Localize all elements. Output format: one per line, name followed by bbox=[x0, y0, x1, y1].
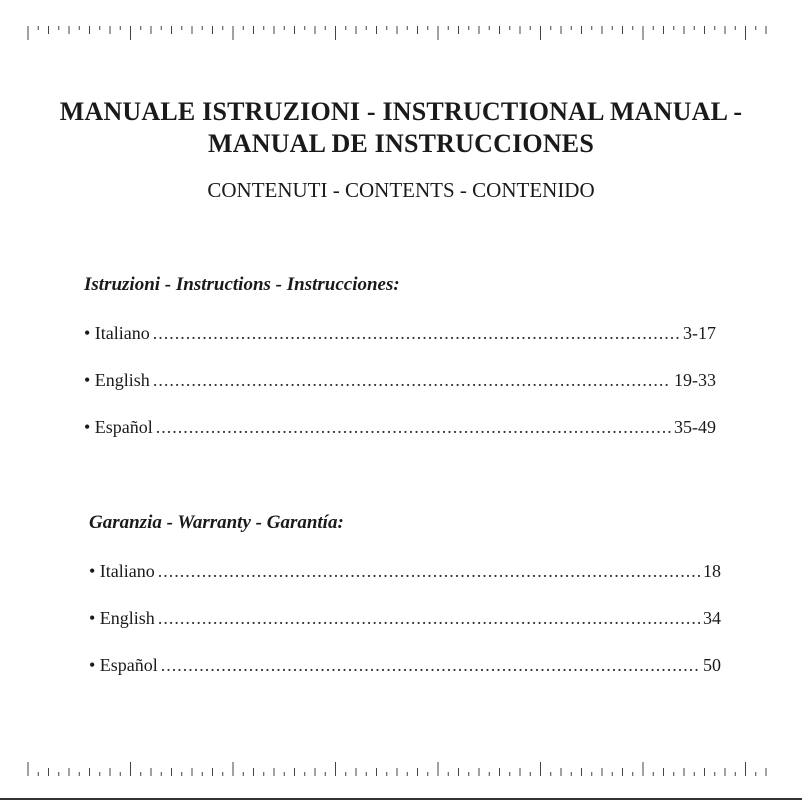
dot-leader bbox=[158, 603, 700, 633]
top-ruler-ticks bbox=[0, 22, 802, 46]
toc-entry-instructions-italiano bbox=[84, 318, 716, 365]
toc-page-number: 35-49 bbox=[674, 417, 716, 437]
toc-label: • English bbox=[89, 608, 155, 628]
bottom-border-line bbox=[0, 798, 802, 800]
bottom-ruler-decoration bbox=[0, 756, 802, 780]
toc-entry-warranty-english bbox=[89, 603, 721, 650]
dot-leader bbox=[156, 412, 671, 442]
instructions-toc bbox=[84, 318, 716, 459]
toc-label: • Español bbox=[84, 417, 153, 437]
toc-page-number: 19-33 bbox=[674, 370, 716, 390]
dot-leader bbox=[153, 318, 680, 348]
toc-page-number: 3-17 bbox=[683, 323, 716, 343]
toc-page-number: 50 bbox=[703, 655, 721, 675]
toc-label: • Italiano bbox=[84, 323, 150, 343]
toc-entry-instructions-espanol bbox=[84, 412, 716, 459]
toc-label: • Español bbox=[89, 655, 158, 675]
toc-label: • Italiano bbox=[89, 561, 155, 581]
dot-leader bbox=[161, 650, 700, 680]
top-ruler-decoration bbox=[0, 22, 802, 46]
page-title: MANUALE ISTRUZIONI - INSTRUCTIONAL MANUAL - MANUAL DE INSTRUCCIONES bbox=[59, 97, 743, 158]
warranty-section bbox=[89, 508, 721, 697]
bottom-ruler-ticks bbox=[0, 756, 802, 780]
toc-entry-warranty-espanol bbox=[89, 650, 721, 697]
toc-entry-instructions-english bbox=[84, 365, 716, 412]
instructions-section bbox=[84, 270, 716, 459]
page-subtitle: CONTENUTI - CONTENTS - CONTENIDO bbox=[207, 178, 595, 202]
toc-entry-warranty-italiano bbox=[89, 556, 721, 603]
toc-page-number: 18 bbox=[703, 561, 721, 581]
toc-label: • English bbox=[84, 370, 150, 390]
dot-leader bbox=[153, 365, 671, 395]
warranty-toc bbox=[89, 556, 721, 697]
warranty-heading: Garanzia - Warranty - Garantía: bbox=[89, 512, 344, 533]
instructions-heading: Istruzioni - Instructions - Instrucciones: bbox=[84, 274, 400, 295]
dot-leader bbox=[158, 556, 700, 586]
toc-page-number: 34 bbox=[703, 608, 721, 628]
